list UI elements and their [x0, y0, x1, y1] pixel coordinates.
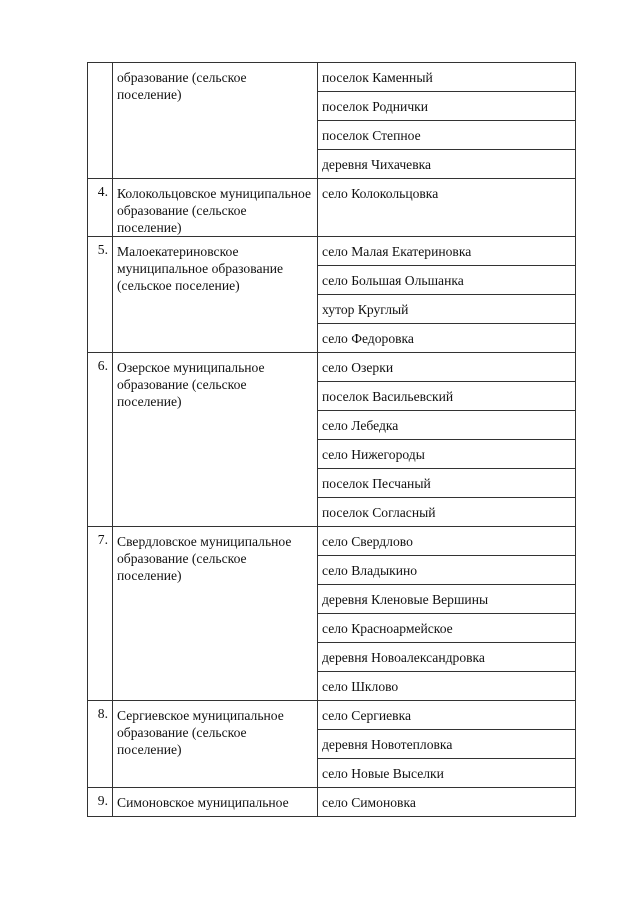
settlement-cell: поселок Роднички — [318, 92, 576, 121]
table-row — [88, 353, 576, 382]
row-number: 7. — [88, 527, 113, 701]
settlement-cell: поселок Каменный — [318, 63, 576, 92]
settlement-cell: село Колокольцовка — [318, 179, 576, 237]
settlement-cell: село Сергиевка — [318, 701, 576, 730]
municipality-name: Озерское муниципальное образование (сельское поселение) — [113, 353, 318, 527]
settlement-cell: село Владыкино — [318, 556, 576, 585]
settlement-cell: село Новые Выселки — [318, 759, 576, 788]
table-row — [88, 788, 576, 817]
municipality-name: Свердловское муниципальное образование (сельское поселение) — [113, 527, 318, 701]
settlement-cell: село Симоновка — [318, 788, 576, 817]
row-number: 9. — [88, 788, 113, 817]
settlements-table — [87, 62, 576, 817]
settlement-cell: поселок Песчаный — [318, 469, 576, 498]
settlement-cell: село Свердлово — [318, 527, 576, 556]
settlement-cell: поселок Васильевский — [318, 382, 576, 411]
settlement-cell: поселок Степное — [318, 121, 576, 150]
settlement-cell: село Нижегороды — [318, 440, 576, 469]
settlement-cell: село Малая Екатериновка — [318, 237, 576, 266]
row-number: 6. — [88, 353, 113, 527]
table-row — [88, 701, 576, 730]
municipality-name: образование (сельское поселение) — [113, 63, 318, 179]
settlement-cell: село Лебедка — [318, 411, 576, 440]
settlement-cell: село Шклово — [318, 672, 576, 701]
settlement-cell: село Федоровка — [318, 324, 576, 353]
row-number: 8. — [88, 701, 113, 788]
municipality-name: Симоновское муниципальное — [113, 788, 318, 817]
municipality-name: Малоекатериновское муниципальное образование (сельское поселение) — [113, 237, 318, 353]
row-number — [88, 63, 113, 179]
settlement-cell: деревня Чихачевка — [318, 150, 576, 179]
row-number: 4. — [88, 179, 113, 237]
settlement-cell: деревня Новоалександровка — [318, 643, 576, 672]
settlement-cell: хутор Круглый — [318, 295, 576, 324]
row-number: 5. — [88, 237, 113, 353]
table-row — [88, 527, 576, 556]
settlement-cell: деревня Новотепловка — [318, 730, 576, 759]
municipality-name: Сергиевское муниципальное образование (сельское поселение) — [113, 701, 318, 788]
settlement-cell: село Красноармейское — [318, 614, 576, 643]
settlement-cell: село Озерки — [318, 353, 576, 382]
settlement-cell: село Большая Ольшанка — [318, 266, 576, 295]
settlement-cell: поселок Согласный — [318, 498, 576, 527]
table-row — [88, 179, 576, 237]
table-row — [88, 63, 576, 92]
municipality-name: Колокольцовское муниципальное образование (сельское поселение) — [113, 179, 318, 237]
settlement-cell: деревня Кленовые Вершины — [318, 585, 576, 614]
table-row — [88, 237, 576, 266]
